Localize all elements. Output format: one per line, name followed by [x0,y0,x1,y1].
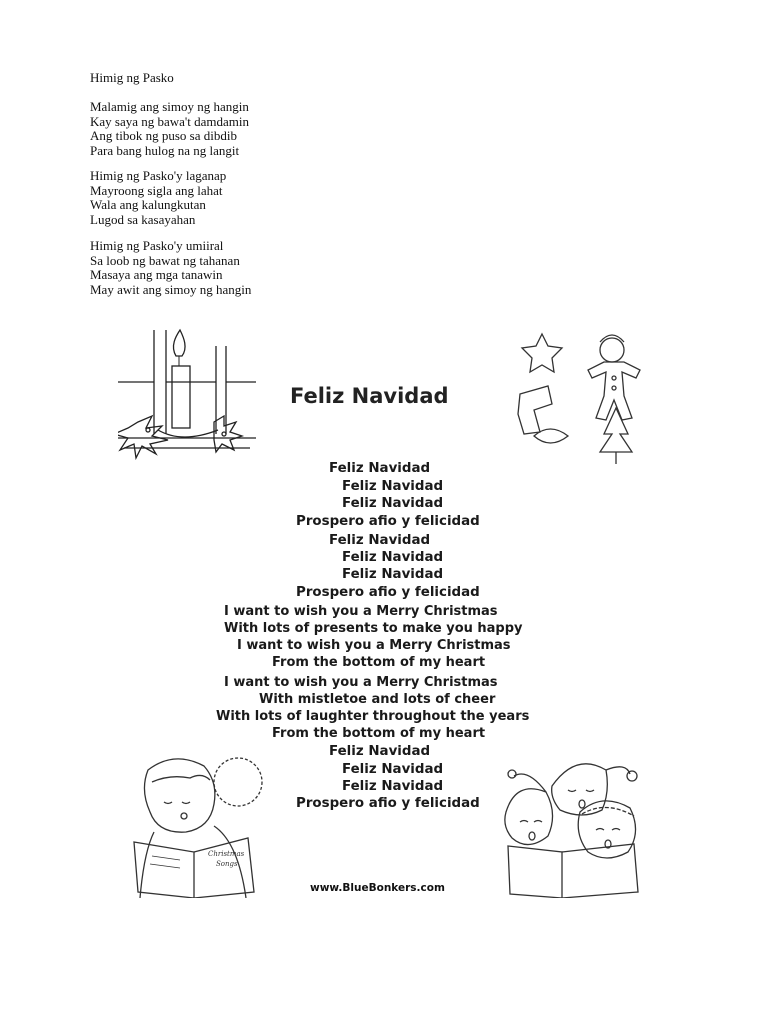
lyric-line: Ang tibok ng puso sa dibdib [90,128,237,144]
lyric-line: Feliz Navidad [342,779,444,794]
lyric-line: Feliz Navidad [342,762,444,777]
lyric-line: I want to wish you a Merry Christmas [224,675,498,690]
book-label-songs: Songs [216,860,238,868]
lyric-line: Lugod sa kasayahan [90,211,196,227]
lyric-line: Feliz Navidad [342,550,444,565]
stanza-1 [90,100,249,158]
lyric-line: Wala ang kalungkutan [90,197,206,213]
lyric-line: Feliz Navidad [329,744,431,759]
lyric-line: Feliz Navidad [342,496,444,511]
lyric-line: Prospero afio y felicidad [296,796,480,811]
christmas-cookies-icon [512,326,662,468]
lyric-line: Malamig ang simoy ng hangin [90,99,249,114]
boy-singing-icon [130,752,275,898]
candle-window-icon [118,326,256,462]
lyric-line: Sa loob ng bawat ng tahanan [90,252,240,268]
lyric-line: With lots of presents to make you happy [224,621,523,636]
lyric-line: Feliz Navidad [329,461,431,476]
lyric-line: With mistletoe and lots of cheer [259,692,496,707]
lyric-line: From the bottom of my heart [272,655,486,670]
lyric-line: Kay saya ng bawa't damdamin [90,113,250,129]
stanza-2 [90,169,226,227]
lyric-line: From the bottom of my heart [272,726,486,741]
website-footer: www.BlueBonkers.com [310,882,445,894]
lyric-line: I want to wish you a Merry Christmas [237,638,511,653]
lyric-line: Prospero afio y felicidad [296,514,480,529]
lyric-line: With lots of laughter throughout the years [216,709,530,724]
song-title-himig-ng-pasko: Himig ng Pasko [90,70,174,85]
lyric-line: May awit ang simoy ng hangin [90,281,252,297]
lyric-line: Feliz Navidad [329,533,431,548]
lyric-line: Mayroong sigla ang lahat [90,182,223,198]
lyric-line: Feliz Navidad [342,567,444,582]
book-label-christmas: Christmas [208,850,245,858]
lyric-line: Feliz Navidad [342,479,444,494]
song-title-feliz-navidad: Feliz Navidad [290,384,449,408]
stanza-3 [90,239,251,297]
lyric-line: Himig ng Pasko'y umiiral [90,238,224,253]
lyric-line: Himig ng Pasko'y laganap [90,168,227,183]
lyric-line: Masaya ang mga tanawin [90,267,223,283]
children-carolers-icon [502,752,652,898]
lyric-line: Prospero afio y felicidad [296,585,480,600]
lyric-line: Para bang hulog na ng langit [90,142,240,158]
lyric-line: I want to wish you a Merry Christmas [224,604,498,619]
